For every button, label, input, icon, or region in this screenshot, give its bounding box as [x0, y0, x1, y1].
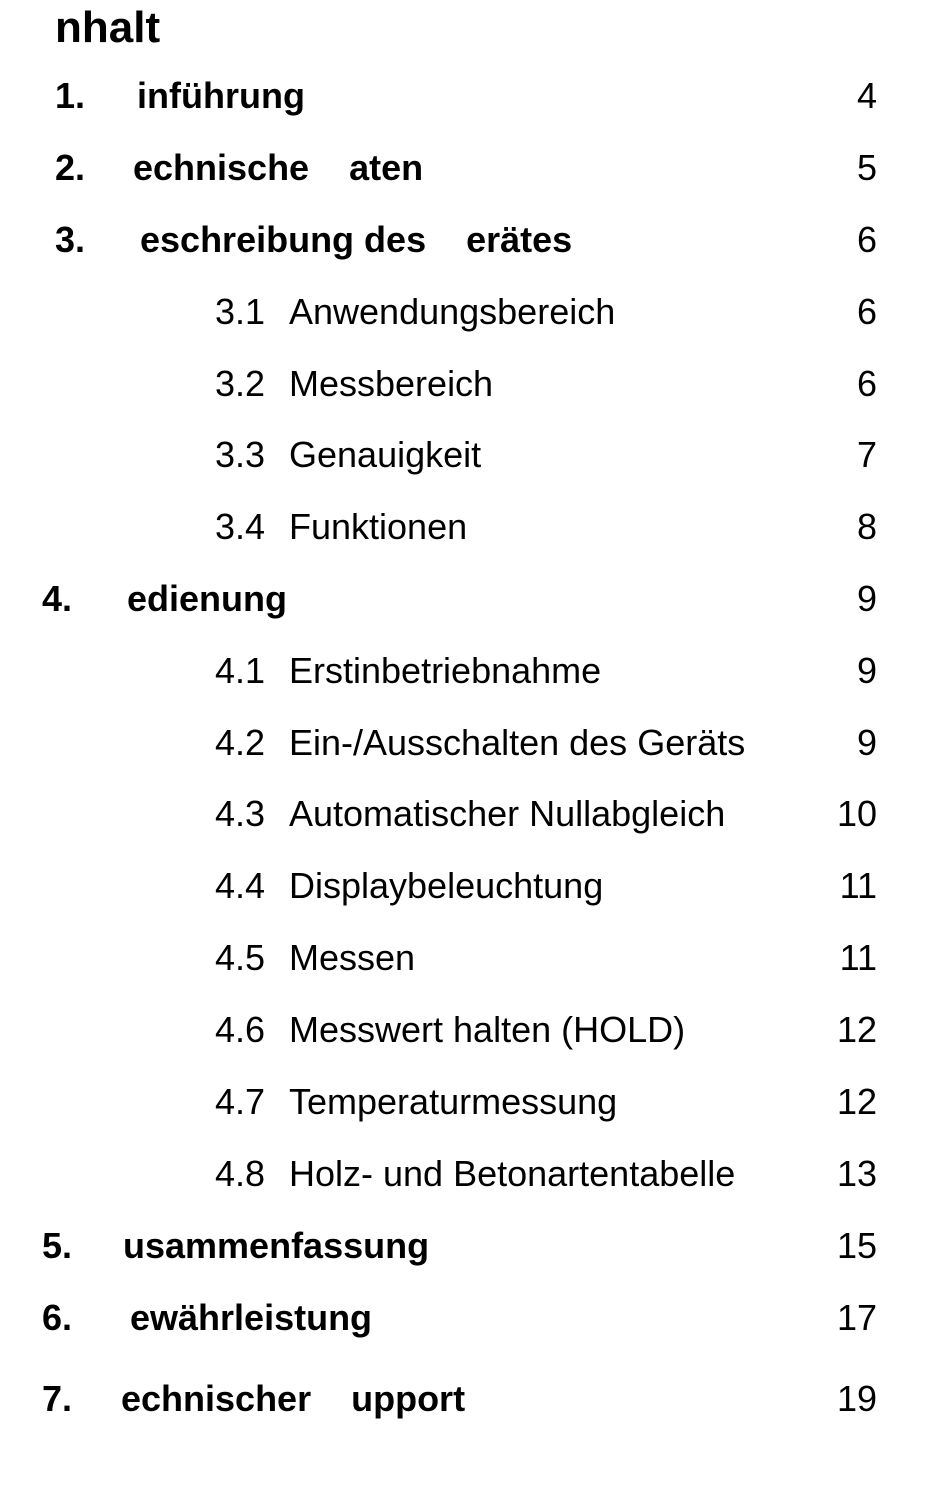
toc-entry-4-2[interactable]	[0, 719, 950, 767]
toc-entry-number: 2.	[55, 147, 86, 188]
toc-entry-number: 3.4	[215, 506, 266, 547]
toc-entry-number: 4.4	[215, 865, 266, 906]
toc-entry-page: 7	[856, 434, 877, 475]
toc-entry-page: 15	[836, 1225, 877, 1266]
toc-entry-number: 4.8	[215, 1153, 266, 1194]
toc-entry-3-4[interactable]	[0, 503, 950, 551]
toc-entry-number: 4.5	[215, 937, 266, 978]
toc-entry-label: echnische aten	[133, 147, 424, 188]
toc-entry-4-3[interactable]	[0, 790, 950, 838]
toc-entry-label: inführung	[137, 75, 305, 116]
toc-title: nhalt	[55, 3, 161, 52]
toc-entry-page: 12	[836, 1009, 877, 1050]
toc-entry-number: 3.2	[215, 363, 266, 404]
toc-entry-label: ewährleistung	[130, 1297, 373, 1338]
toc-entry-page: 13	[836, 1153, 877, 1194]
toc-entry-number: 4.6	[215, 1009, 266, 1050]
toc-entry-label: Automatischer Nullabgleich	[289, 793, 726, 834]
toc-entry-number: 4.	[42, 578, 73, 619]
toc-entry-page: 8	[856, 506, 877, 547]
toc-entry-label: Genauigkeit	[289, 434, 482, 475]
toc-entry-number: 4.3	[215, 793, 266, 834]
toc-entry-label: eschreibung des erätes	[140, 219, 573, 260]
toc-entry-label: Anwendungsbereich	[289, 291, 616, 332]
toc-entry-page: 6	[856, 219, 877, 260]
toc-entry-label: Funktionen	[289, 506, 468, 547]
toc-entry-6[interactable]	[0, 1294, 950, 1342]
toc-entry-label: Messen	[289, 937, 416, 978]
toc-entry-page: 9	[856, 578, 877, 619]
toc-entry-label: edienung	[127, 578, 287, 619]
toc-entry-page: 5	[856, 147, 877, 188]
toc-entry-label: Erstinbetriebnahme	[289, 650, 602, 691]
toc-entry-3-3[interactable]	[0, 431, 950, 479]
toc-entry-5[interactable]	[0, 1222, 950, 1270]
toc-entry-page: 6	[856, 291, 877, 332]
toc-entry-page: 12	[836, 1081, 877, 1122]
toc-entry-page: 4	[856, 75, 877, 116]
toc-entry-label: Messwert halten (HOLD)	[289, 1009, 686, 1050]
toc-entry-page: 10	[836, 793, 877, 834]
toc-entry-label: Displaybeleuchtung	[289, 865, 604, 906]
toc-entry-page: 11	[839, 865, 877, 906]
toc-entry-2[interactable]	[0, 144, 950, 192]
toc-entry-3-2[interactable]	[0, 360, 950, 408]
toc-entry-number: 5.	[42, 1225, 73, 1266]
toc-entry-7[interactable]	[0, 1375, 950, 1423]
toc-entry-label: echnischer upport	[121, 1378, 466, 1419]
toc-entry-1[interactable]	[0, 72, 950, 120]
toc-entry-4-1[interactable]	[0, 647, 950, 695]
toc-entry-number: 7.	[42, 1378, 73, 1419]
toc-entry-page: 19	[836, 1378, 877, 1419]
toc-entry-number: 3.	[55, 219, 86, 260]
toc-entry-number: 1.	[55, 75, 86, 116]
toc-entry-label: usammenfassung	[123, 1225, 430, 1266]
toc-entry-4-6[interactable]	[0, 1006, 950, 1054]
toc-entry-4-4[interactable]	[0, 862, 950, 910]
toc-entry-4-5[interactable]	[0, 934, 950, 982]
toc-entry-number: 3.1	[215, 291, 266, 332]
toc-entry-page: 6	[856, 363, 877, 404]
toc-entry-number: 3.3	[215, 434, 266, 475]
toc-entry-number: 4.2	[215, 722, 266, 763]
toc-entry-4-8[interactable]	[0, 1150, 950, 1198]
toc-entry-page: 9	[856, 650, 877, 691]
toc-entry-label: Messbereich	[289, 363, 494, 404]
toc-entry-3[interactable]	[0, 216, 950, 264]
toc-entry-4[interactable]	[0, 575, 950, 623]
toc-entry-3-1[interactable]	[0, 288, 950, 336]
toc-entry-number: 4.1	[215, 650, 266, 691]
toc-entry-label: Holz- und Betonartentabelle	[289, 1153, 736, 1194]
toc-entry-number: 4.7	[215, 1081, 266, 1122]
toc-entry-label: Ein-/Ausschalten des Geräts	[289, 722, 746, 763]
toc-entry-label: Temperaturmessung	[289, 1081, 618, 1122]
toc-entry-page: 11	[839, 937, 877, 978]
toc-entry-page: 9	[856, 722, 877, 763]
toc-entry-4-7[interactable]	[0, 1078, 950, 1126]
toc-entry-page: 17	[836, 1297, 877, 1338]
toc-entry-number: 6.	[42, 1297, 73, 1338]
